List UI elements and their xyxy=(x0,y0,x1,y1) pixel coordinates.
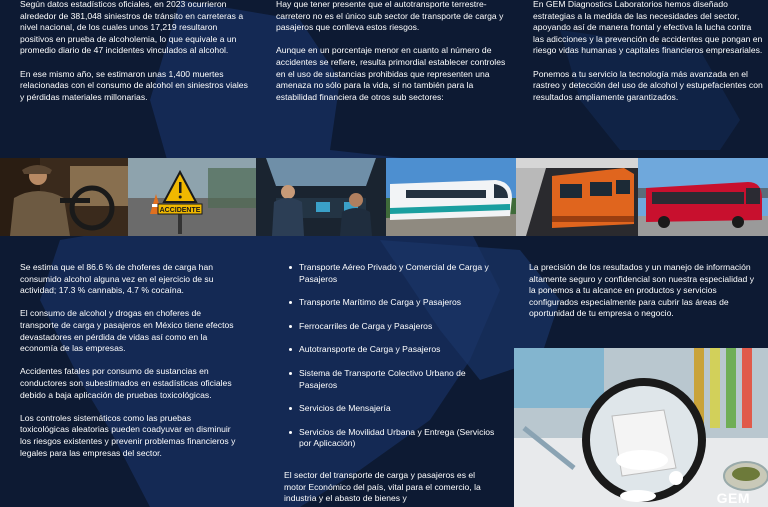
gem-logo: GEM xyxy=(716,490,750,506)
list-item: Transporte Marítimo de Carga y Pasajeros xyxy=(299,297,499,309)
drivers-paragraph-4: Los controles sistemáticos como las pruebas toxicológicas aleatorias pueden coadyuvar en disminuir los riesgos existentes y prevenir problemas financieros y legales para las empresas del sector. xyxy=(20,412,236,458)
economic-engine-column xyxy=(284,470,494,507)
accident-sign-label: ACCIDENTE xyxy=(159,207,201,214)
list-item: Servicios de Mensajería xyxy=(299,403,499,415)
intro-column-statistics xyxy=(20,0,252,115)
subsectors-paragraph-1: Hay que tener presente que el autotransporte terrestre-carretero no es el único sub sector de transporte de carga y pasajeros que conlleva estos riesgos. xyxy=(276,0,504,33)
gem-paragraph-2: Ponemos a tu servicio la tecnología más avanzada en el rastreo y detección del uso de alcohol y estupefacientes con resultados ampliamente garantizados. xyxy=(533,68,763,102)
photo-city-bus xyxy=(638,158,768,236)
list-item: Servicios de Movilidad Urbana y Entrega (Servicios por Aplicación) xyxy=(299,427,499,450)
photo-strip xyxy=(0,158,768,236)
intro-column-gem xyxy=(533,0,763,115)
intro-column-subsectors xyxy=(276,0,506,115)
subsectors-paragraph-2: Aunque en un porcentaje menor en cuanto al número de accidentes se refiere, resulta primordial establecer controles en el uso de sustancias prohibidas que representen una amenaza no sólo para la vida, sí no también para la estabilidad financiera de otros sub sectores: xyxy=(276,45,506,102)
subsectors-list xyxy=(299,262,499,462)
photo-accident-sign xyxy=(128,158,256,236)
statistics-paragraph-1: Según datos estadísticos oficiales, en 2023 ocurrieron alrededor de 381,048 siniestros de tránsito en carreteras a nivel nacional, de los cuales unos 17,219 resultaron positivos en prueba de alcoholemia, lo que equivale a un promedio diario de 47 incidentes vinculados al alcohol. xyxy=(20,0,244,56)
drivers-consumption-column xyxy=(20,262,242,471)
photo-metro-train xyxy=(516,158,638,236)
list-item: Autotransporte de Carga y Pasajeros xyxy=(299,344,499,356)
drivers-paragraph-2: El consumo de alcohol y drogas en choferes de transporte de carga y pasajeros en México tiene efectos devastadores en pérdida de vidas así como en la economía de las empresas. xyxy=(20,308,234,354)
photo-drug-test-magnifier xyxy=(514,348,768,507)
drivers-paragraph-1: Se estima que el 86.6 % de choferes de carga han consumido alcohol alguna vez en el ejercicio de su actividad; 17.3 % cannabis, 4.7 % cocaína. xyxy=(20,262,214,296)
economic-paragraph: El sector del transporte de carga y pasajeros es el motor Económico del país, vital para el comercio, la industria y el abasto de bienes y xyxy=(284,470,481,504)
photo-truck-driver xyxy=(0,158,128,236)
gem-paragraph-1: En GEM Diagnostics Laboratorios hemos diseñado estrategias a la medida de las necesidades del sector, apoyando así de manera frontal y efectiva la lucha contra las adicciones y la prevención de accidentes que pongan en riesgo vidas humanas y capitales financieros empresariales. xyxy=(533,0,763,56)
list-item: Sistema de Transporte Colectivo Urbano de Pasajeros xyxy=(299,368,499,391)
list-item: Transporte Aéreo Privado y Comercial de Carga y Pasajeros xyxy=(299,262,499,285)
precision-column xyxy=(529,262,763,332)
photo-passenger-train xyxy=(386,158,516,236)
list-item: Ferrocarriles de Carga y Pasajeros xyxy=(299,321,499,333)
precision-paragraph: La precisión de los resultados y un manejo de información altamente seguro y confidencial son nuestra especialidad y la ponemos a tu alcance en productos y servicios configurados especialmente para cubrir las áreas de oportunidad de tu empresa o negocio. xyxy=(529,262,755,319)
statistics-paragraph-2: En ese mismo año, se estimaron unas 1,400 muertes relacionadas con el consumo de alcohol en siniestros viales y pérdidas materiales millonarias. xyxy=(20,68,248,102)
photo-airplane-cockpit xyxy=(256,158,386,236)
drivers-paragraph-3: Accidentes fatales por consumo de sustancias en conductores son subestimados en estadísticas oficiales debido a baja aplicación de pruebas toxicológicas. xyxy=(20,366,232,400)
